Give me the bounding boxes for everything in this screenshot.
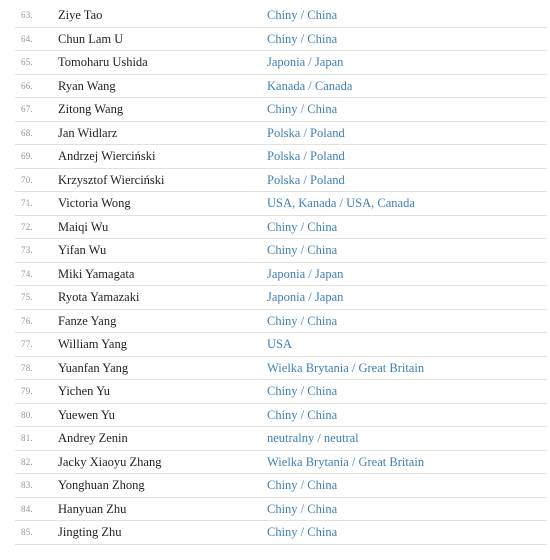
participant-name: Hanyuan Zhu <box>58 501 127 516</box>
table-row <box>15 404 547 428</box>
table-row <box>15 216 547 240</box>
row-number: 79. <box>21 386 33 396</box>
participant-country: USA, Kanada / USA, Canada <box>267 196 415 210</box>
participant-name: Chun Lam U <box>58 31 124 46</box>
row-number: 77. <box>21 339 33 349</box>
row-number: 71. <box>21 198 33 208</box>
row-number: 85. <box>21 527 33 537</box>
table-row <box>15 4 547 28</box>
participant-name: Yuewen Yu <box>58 407 115 422</box>
row-number: 82. <box>21 456 33 467</box>
participant-name: Jan Widlarz <box>58 125 118 140</box>
participant-name: Miki Yamagata <box>58 266 135 281</box>
table-row <box>15 286 547 310</box>
participant-name: Jacky Xiaoyu Zhang <box>58 454 162 469</box>
row-number: 68. <box>21 127 33 138</box>
row-number: 66. <box>21 80 33 91</box>
participant-name: Ziye Tao <box>58 8 103 22</box>
participant-country: Polska / Poland <box>267 172 345 187</box>
table-row <box>15 521 547 545</box>
participant-country: Wielka Brytania / Great Britain <box>267 360 425 375</box>
participant-country: Japonia / Japan <box>267 55 344 69</box>
table-row <box>15 451 547 475</box>
row-number: 81. <box>21 433 33 443</box>
table-row <box>15 28 547 52</box>
table-row <box>15 333 547 357</box>
table-row <box>15 263 547 287</box>
participant-country: Chiny / China <box>267 8 338 22</box>
participant-name: Yifan Wu <box>58 243 107 257</box>
table-row <box>15 427 547 451</box>
participant-country: Japonia / Japan <box>267 266 344 281</box>
participant-name: Ryota Yamazaki <box>58 290 140 304</box>
participant-country: Chiny / China <box>267 313 338 328</box>
table-row <box>15 51 547 75</box>
table-row <box>15 474 547 498</box>
participant-country: Chiny / China <box>267 384 338 398</box>
table-row <box>15 75 547 99</box>
table-row <box>15 380 547 404</box>
participant-country: Chiny / China <box>267 102 338 116</box>
participant-name: Yonghuan Zhong <box>58 478 145 492</box>
table-row <box>15 192 547 216</box>
row-number: 69. <box>21 151 33 161</box>
row-number: 70. <box>21 174 33 185</box>
participant-country: Chiny / China <box>267 478 338 492</box>
participant-country: Chiny / China <box>267 407 338 422</box>
row-number: 75. <box>21 292 33 302</box>
row-number: 76. <box>21 315 33 326</box>
participant-name: Ryan Wang <box>58 78 116 93</box>
table-row <box>15 239 547 263</box>
participant-country: Chiny / China <box>267 31 338 46</box>
row-number: 83. <box>21 480 33 490</box>
participant-country: Chiny / China <box>267 501 338 516</box>
participant-country: Polska / Poland <box>267 149 345 163</box>
participant-country: Chiny / China <box>267 219 338 234</box>
participant-name: Zitong Wang <box>58 102 124 116</box>
participant-country: neutralny / neutral <box>267 431 359 445</box>
participant-country: USA <box>267 337 293 351</box>
participant-name: Andrey Zenin <box>58 431 128 445</box>
row-number: 72. <box>21 221 33 232</box>
participant-country: Wielka Brytania / Great Britain <box>267 454 425 469</box>
participant-name: Andrzej Wierciński <box>58 149 156 163</box>
participant-name: Tomoharu Ushida <box>58 55 148 69</box>
participant-name: Krzysztof Wierciński <box>58 172 165 187</box>
row-number: 63. <box>21 10 33 20</box>
participant-name: Jingting Zhu <box>58 525 122 539</box>
participant-name: Yuanfan Yang <box>58 360 129 375</box>
row-number: 80. <box>21 409 33 420</box>
participant-country: Chiny / China <box>267 243 338 257</box>
participant-name: Victoria Wong <box>58 196 131 210</box>
participant-country: Japonia / Japan <box>267 290 344 304</box>
row-number: 67. <box>21 104 33 114</box>
row-number: 74. <box>21 268 33 279</box>
participant-country: Chiny / China <box>267 525 338 539</box>
participant-country: Kanada / Canada <box>267 78 353 93</box>
participant-name: Yichen Yu <box>58 384 110 398</box>
participant-country: Polska / Poland <box>267 125 345 140</box>
table-row <box>15 357 547 381</box>
table-row <box>15 498 547 522</box>
participant-name: Maiqi Wu <box>58 219 109 234</box>
row-number: 65. <box>21 57 33 67</box>
row-number: 84. <box>21 503 33 514</box>
row-number: 78. <box>21 362 33 373</box>
table-row <box>15 122 547 146</box>
row-number: 73. <box>21 245 33 255</box>
table-row <box>15 169 547 193</box>
table-row <box>15 98 547 122</box>
row-number: 64. <box>21 33 33 44</box>
participant-name: Fanze Yang <box>58 313 117 328</box>
participant-name: William Yang <box>58 337 127 351</box>
table-row <box>15 310 547 334</box>
participants-table <box>15 4 547 545</box>
table-row <box>15 145 547 169</box>
